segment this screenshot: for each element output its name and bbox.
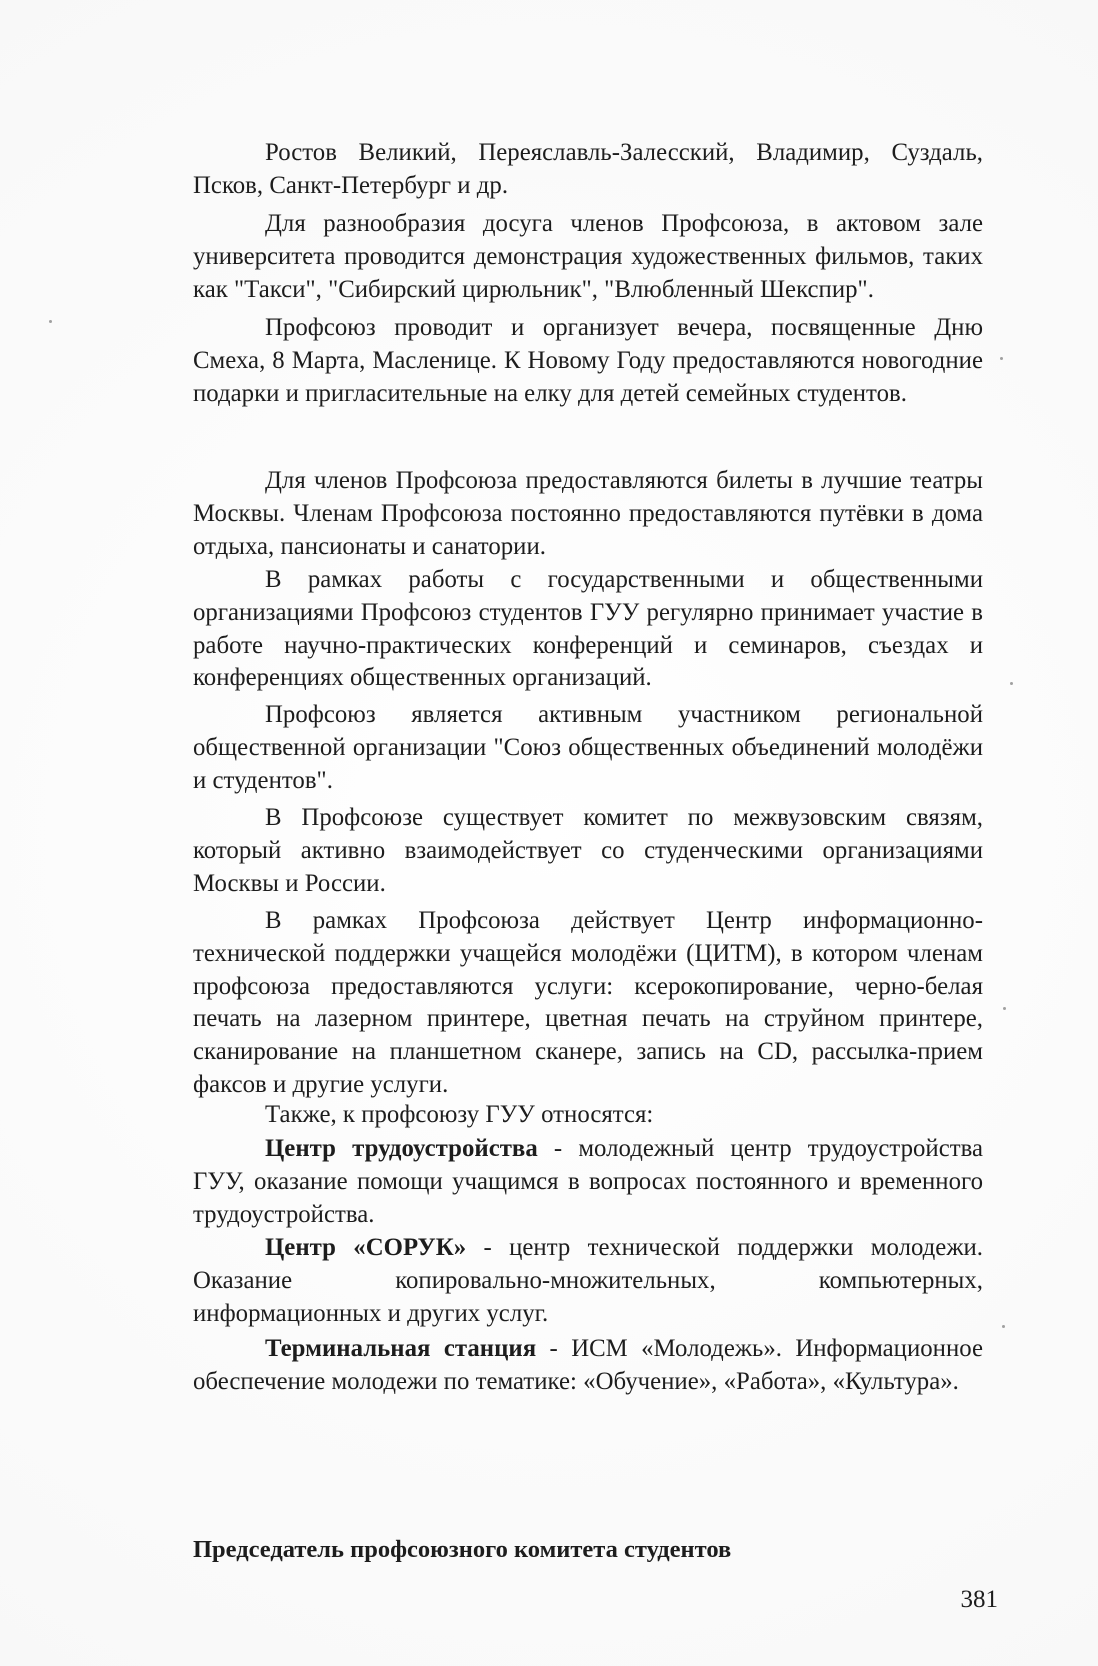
organization-name: Центр трудоустройства <box>265 1135 538 1162</box>
organization-description: центр технической поддержки молодежи. Оказание копировально-множительных, компьютерных, информационных и других услуг. <box>193 1234 983 1327</box>
scan-speck <box>1010 682 1013 685</box>
organization-employment-center <box>193 1133 983 1231</box>
organization-separator: - <box>466 1234 510 1261</box>
paragraph-related-organizations-intro: Также, к профсоюзу ГУУ относятся: <box>265 1101 654 1128</box>
paragraph-holiday-events: Профсоюз проводит и организует вечера, посвященные Дню Смеха, 8 Марта, Масленице. К Новому Году предоставляются новогодние подарки и пригласительные на елку для детей семейных студентов. <box>193 314 983 407</box>
organization-separator: - <box>536 1335 572 1362</box>
organization-name: Терминальная станция <box>265 1335 537 1362</box>
signature-title: Председатель профсоюзного комитета студентов <box>193 1536 732 1563</box>
scan-speck <box>1002 1325 1005 1328</box>
scan-speck <box>49 320 52 323</box>
paragraph-interuniversity-committee: В Профсоюзе существует комитет по межвузовским связям, который активно взаимодействует со студенческими организациями Москвы и России. <box>193 804 983 897</box>
organization-name: Центр «СОРУК» <box>265 1234 467 1261</box>
organization-description: ИСМ «Молодежь». Информационное обеспечение молодежи по тематике: «Обучение», «Работа», «Культура». <box>193 1335 983 1395</box>
paragraph-citm-services: В рамках Профсоюза действует Центр информационно-технической поддержки учащейся молодёжи (ЦИТМ), в котором членам профсоюза предоставляются услуги: ксерокопирование, черно-белая печать на лазерном принтере, цветная печать на струйном принтере, сканирование на планшетном сканере, запись на CD, рассылка-прием факсов и другие услуги. <box>193 907 983 1098</box>
paragraph-film-screenings: Для разнообразия досуга членов Профсоюза, в актовом зале университета проводится демонстрация художественных фильмов, таких как "Такси", "Сибирский цирюльник", "Влюбленный Шекспир". <box>193 210 983 303</box>
paragraph-regional-organization: Профсоюз является активным участником региональной общественной организации "Союз общественных объединений молодёжи и студентов". <box>193 701 983 794</box>
organization-separator: - <box>537 1135 579 1162</box>
paragraph-city-list: Ростов Великий, Переяславль-Залесский, Владимир, Суздаль, Псков, Санкт-Петербург и др. <box>193 139 983 199</box>
page-number: 381 <box>960 1586 998 1613</box>
organization-description: молодежный центр трудоустройства ГУУ, оказание помощи учащимся в вопросах постоянного и временного трудоустройства. <box>193 1135 984 1228</box>
organization-terminal-station <box>193 1333 983 1399</box>
paragraph-theatre-tickets: Для членов Профсоюза предоставляются билеты в лучшие театры Москвы. Членам Профсоюза постоянно предоставляются путёвки в дома отдыха, пансионаты и санатории. <box>193 467 983 560</box>
paragraph-conferences: В рамках работы с государственными и общественными организациями Профсоюз студентов ГУУ регулярно принимает участие в работе научно-практических конференций и семинаров, съездах и конференциях общественных организаций. <box>193 566 983 692</box>
organization-soruk-center <box>193 1232 983 1330</box>
scan-speck <box>1000 357 1003 360</box>
scan-speck <box>1003 1007 1006 1010</box>
